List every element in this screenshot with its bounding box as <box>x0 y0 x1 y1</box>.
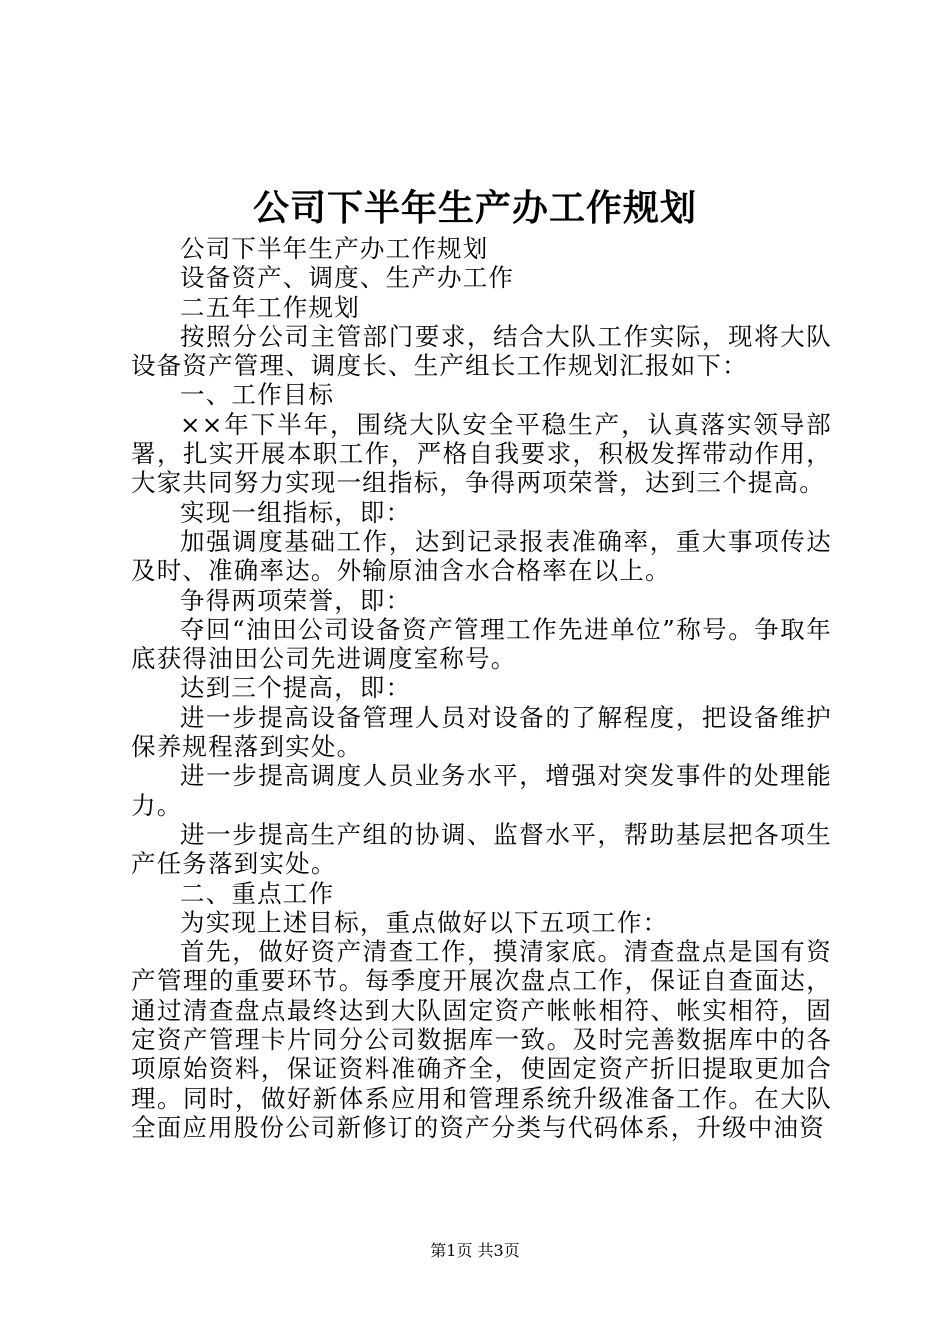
paragraph: 进一步提高设备管理人员对设备的了解程度，把设备维护保养规程落到实处。 <box>131 702 832 762</box>
paragraph: 进一步提高生产组的协调、监督水平，帮助基层把各项生产任务落到实处。 <box>131 819 832 879</box>
paragraph: 按照分公司主管部门要求，结合大队工作实际，现将大队设备资产管理、调度长、生产组长工作规划汇报如下： <box>131 321 832 381</box>
paragraph: 争得两项荣誉，即： <box>180 585 412 615</box>
section-heading: 二、重点工作 <box>180 878 335 908</box>
paragraph: 进一步提高调度人员业务水平，增强对突发事件的处理能力。 <box>131 761 832 820</box>
paragraph: 加强调度基础工作，达到记录报表准确率，重大事项传达及时、准确率达。外输原油含水合格率在以上。 <box>131 526 832 586</box>
paragraph: 首先，做好资产清查工作，摸清家底。清查盘点是国有资产管理的重要环节。每季度开展次盘点工作，保证自查面达，通过清查盘点最终达到大队固定资产帐帐相符、帐实相符，固定资产管理卡片同分公司数据库一致。及时完善数据库中的各项原始资料，保证资料准确齐全，使固定资产折旧提取更加合理。同时，做好新体系应用和管理系统升级准备工作。在大队全面应用股份公司新修订的资产分类与代码体系，升级中油资 <box>131 937 832 1142</box>
paragraph: 实现一组指标，即： <box>180 497 412 527</box>
document-title: 公司下半年生产办工作规划 <box>252 187 697 229</box>
paragraph: 二五年工作规划 <box>180 292 360 322</box>
paragraph: 为实现上述目标，重点做好以下五项工作： <box>180 907 669 937</box>
paragraph: 夺回“油田公司设备资产管理工作先进单位”称号。争取年底获得油田公司先进调度室称号。 <box>131 614 832 674</box>
paragraph: ××年下半年，围绕大队安全平稳生产，认真落实领导部署，扎实开展本职工作，严格自我要求，积极发挥带动作用，大家共同努力实现一组指标，争得两项荣誉，达到三个提高。 <box>131 409 832 498</box>
section-heading: 一、工作目标 <box>180 380 335 410</box>
paragraph: 设备资产、调度、生产办工作 <box>180 263 515 293</box>
paragraph: 达到三个提高，即： <box>180 673 412 703</box>
page-number-footer: 第1页 共3页 <box>430 1241 520 1260</box>
document-body <box>131 234 832 1142</box>
paragraph: 公司下半年生产办工作规划 <box>180 234 489 263</box>
